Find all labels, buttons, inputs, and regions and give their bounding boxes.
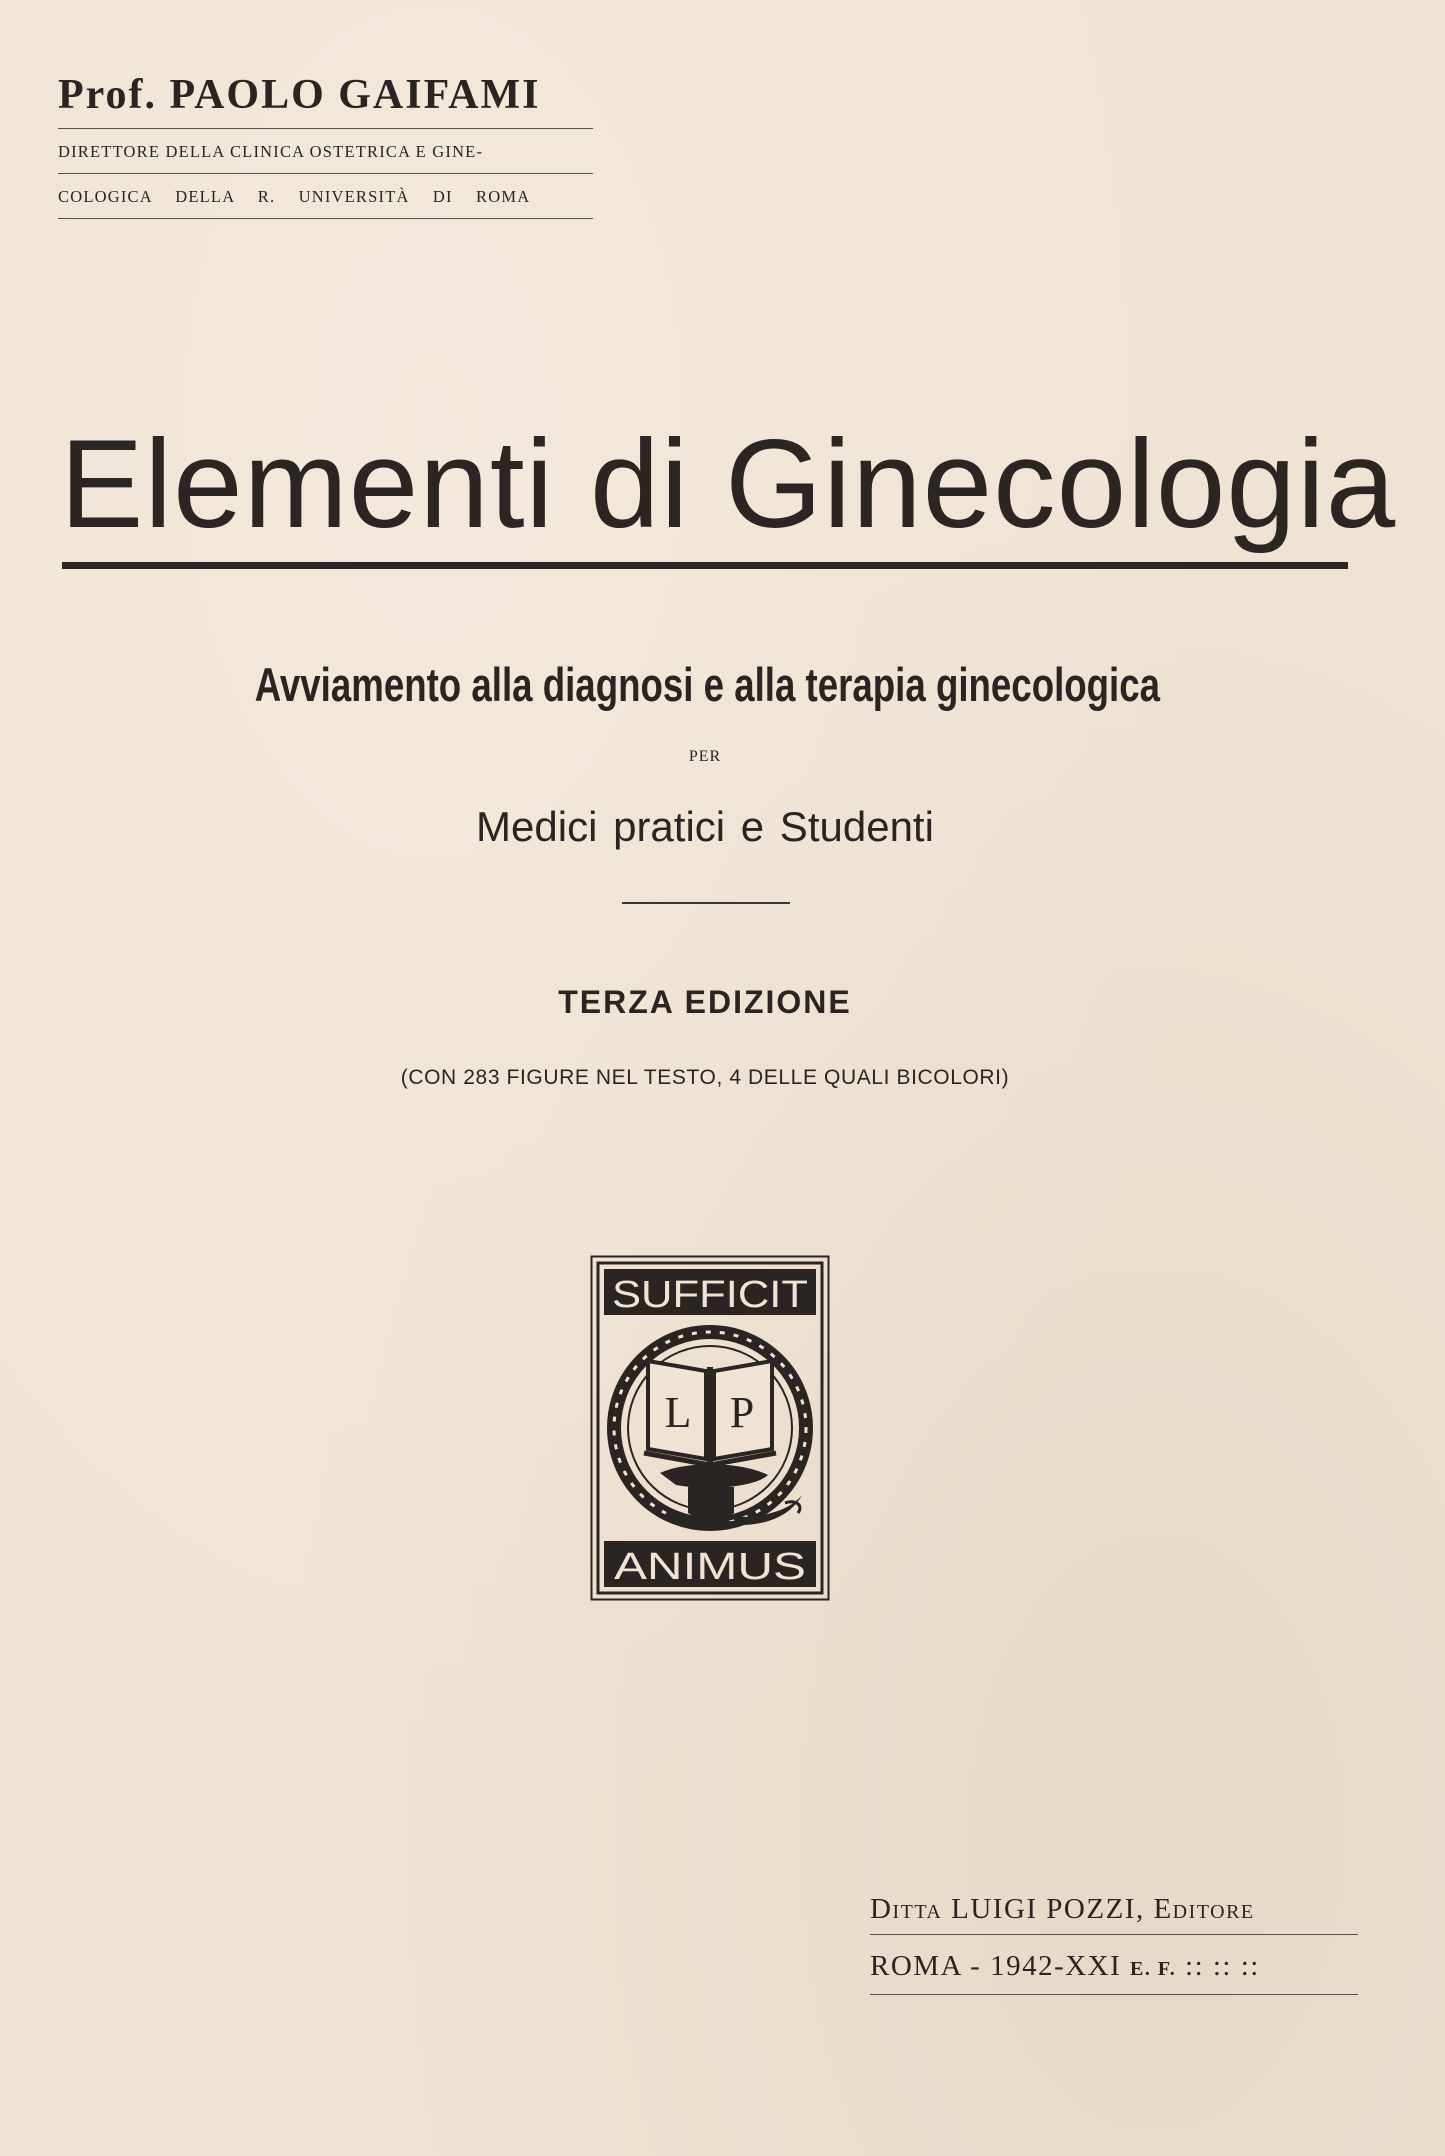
title-underline — [62, 562, 1348, 569]
publisher-role: Editore — [1153, 1893, 1255, 1925]
initial-right: P — [729, 1388, 755, 1437]
audience-line: Medici pratici e Studenti — [476, 803, 934, 850]
per-label: PER — [688, 748, 722, 765]
author-block — [58, 70, 593, 219]
initial-left: L — [664, 1388, 692, 1437]
publisher-line-2 — [870, 1947, 1358, 1995]
author-name: Prof. PAOLO GAIFAMI — [58, 70, 593, 129]
figures-note: (CON 283 FIGURE NEL TESTO, 4 DELLE QUALI BICOLORI) — [400, 1066, 1010, 1089]
book-subtitle: Avviamento alla diagnosi e alla terapia ginecologica — [254, 658, 1161, 711]
motto-top: SUFFICIT — [612, 1274, 808, 1316]
publisher-place-year: ROMA - 1942-XXI — [870, 1950, 1122, 1982]
publisher-line-1 — [870, 1890, 1358, 1935]
divider-rule — [622, 902, 790, 904]
book-title: Elementi di Ginecologia — [60, 415, 1397, 554]
printers-mark-emblem — [590, 1255, 830, 1601]
author-affiliation-line-2: COLOGICA DELLA R. UNIVERSITÀ DI ROMA — [58, 174, 593, 219]
publisher-name: LUIGI POZZI, — [951, 1893, 1145, 1925]
publisher-prefix: Ditta — [870, 1893, 943, 1925]
publisher-ornament: :: :: :: — [1185, 1950, 1260, 1982]
author-affiliation-line-1: DIRETTORE DELLA CLINICA OSTETRICA E GINE- — [58, 129, 593, 174]
motto-bottom: ANIMUS — [614, 1546, 806, 1588]
publisher-block — [870, 1890, 1358, 1995]
edition-label: TERZA EDIZIONE — [558, 984, 852, 1020]
publisher-era: E. F. — [1130, 1958, 1177, 1980]
